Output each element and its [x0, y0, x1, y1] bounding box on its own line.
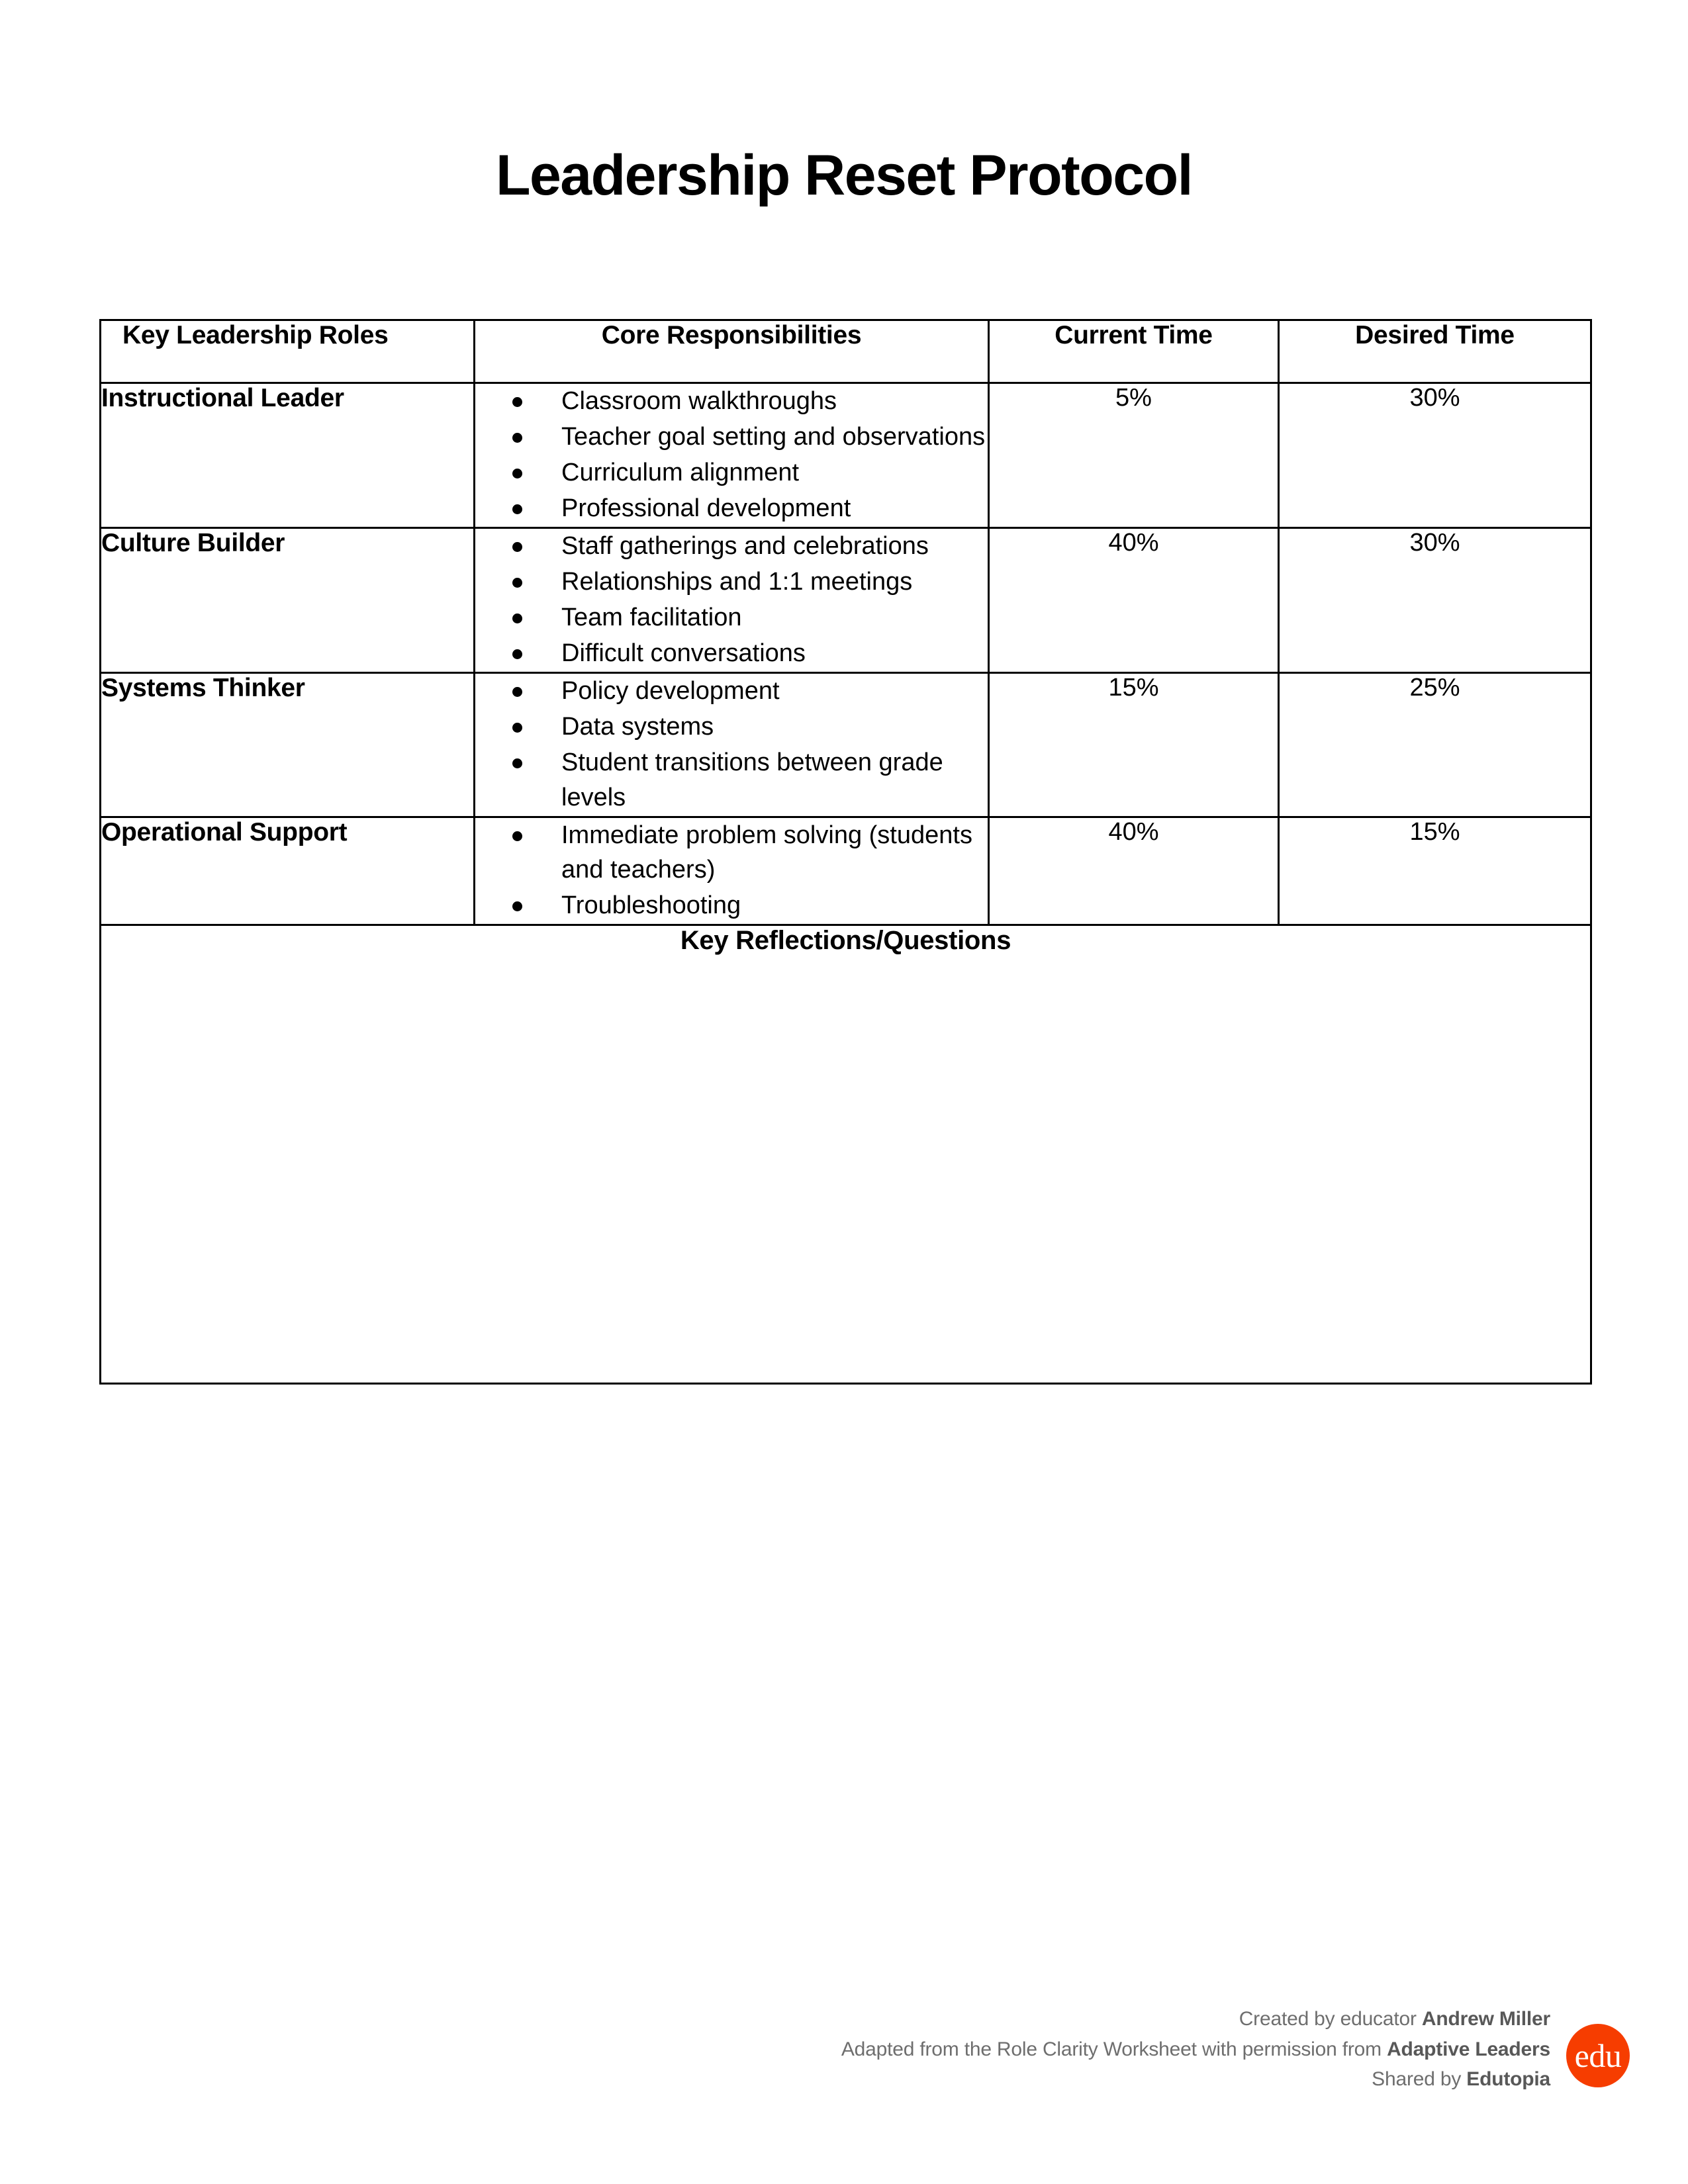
- column-header-key-leadership-roles: Key Leadership Roles: [101, 320, 475, 383]
- role-name-instructional-leader: Instructional Leader: [101, 383, 475, 528]
- footer-author-name: Andrew Miller: [1421, 2008, 1550, 2030]
- footer-adapted-prefix: Adapted from the Role Clarity Worksheet with permission from: [841, 2038, 1387, 2060]
- responsibilities-cell: [475, 817, 989, 925]
- list-item: Policy development: [475, 674, 988, 708]
- footer: [0, 2004, 1688, 2136]
- footer-line-shared-by: [841, 2064, 1550, 2095]
- table-row: [101, 817, 1591, 925]
- footer-shared-prefix: Shared by: [1372, 2068, 1467, 2091]
- footer-source-name: Adaptive Leaders: [1387, 2038, 1550, 2060]
- list-item: Teacher goal setting and observations: [475, 420, 988, 454]
- footer-line-created-by: [841, 2004, 1550, 2034]
- key-reflections-title: Key Reflections/Questions: [680, 925, 1011, 955]
- role-clarity-table: [99, 319, 1592, 1385]
- role-name-systems-thinker: Systems Thinker: [101, 673, 475, 817]
- list-item: Classroom walkthroughs: [475, 384, 988, 418]
- table-row: [101, 528, 1591, 673]
- reflections-row: [101, 925, 1591, 1383]
- responsibility-list: [475, 674, 988, 814]
- table-body: [101, 383, 1591, 1384]
- column-header-desired-time: Desired Time: [1279, 320, 1591, 383]
- current-time-value[interactable]: 40%: [989, 528, 1279, 673]
- list-item: Difficult conversations: [475, 636, 988, 670]
- list-item: Student transitions between grade levels: [475, 745, 988, 814]
- desired-time-value[interactable]: 25%: [1279, 673, 1591, 817]
- current-time-value[interactable]: 5%: [989, 383, 1279, 528]
- list-item: Troubleshooting: [475, 888, 988, 923]
- list-item: Relationships and 1:1 meetings: [475, 565, 988, 599]
- list-item: Team facilitation: [475, 600, 988, 635]
- table-row: [101, 673, 1591, 817]
- current-time-value[interactable]: 40%: [989, 817, 1279, 925]
- responsibility-list: [475, 529, 988, 670]
- footer-line-adapted-from: [841, 2034, 1550, 2065]
- column-header-current-time: Current Time: [989, 320, 1279, 383]
- page-title: Leadership Reset Protocol: [495, 144, 1193, 207]
- footer-publisher-name: Edutopia: [1466, 2068, 1550, 2091]
- key-reflections-area[interactable]: [101, 925, 1591, 1383]
- desired-time-value[interactable]: 30%: [1279, 528, 1591, 673]
- role-name-operational-support: Operational Support: [101, 817, 475, 925]
- footer-created-by-prefix: Created by educator: [1239, 2008, 1422, 2030]
- list-item: Immediate problem solving (students and teachers): [475, 818, 988, 887]
- responsibility-list: [475, 384, 988, 525]
- desired-time-value[interactable]: 30%: [1279, 383, 1591, 528]
- desired-time-value[interactable]: 15%: [1279, 817, 1591, 925]
- responsibility-list: [475, 818, 988, 923]
- table-header-row: [101, 320, 1591, 383]
- table-header: [101, 320, 1591, 383]
- edutopia-logo-icon: edu: [1566, 2024, 1630, 2087]
- responsibilities-cell: [475, 383, 989, 528]
- footer-attribution: [841, 2004, 1550, 2095]
- column-header-core-responsibilities: Core Responsibilities: [475, 320, 989, 383]
- responsibilities-cell: [475, 673, 989, 817]
- role-name-culture-builder: Culture Builder: [101, 528, 475, 673]
- list-item: Professional development: [475, 491, 988, 525]
- list-item: Data systems: [475, 709, 988, 744]
- role-clarity-table-wrapper: [99, 319, 1590, 1385]
- current-time-value[interactable]: 15%: [989, 673, 1279, 817]
- list-item: Staff gatherings and celebrations: [475, 529, 988, 563]
- responsibilities-cell: [475, 528, 989, 673]
- list-item: Curriculum alignment: [475, 455, 988, 490]
- table-row: [101, 383, 1591, 528]
